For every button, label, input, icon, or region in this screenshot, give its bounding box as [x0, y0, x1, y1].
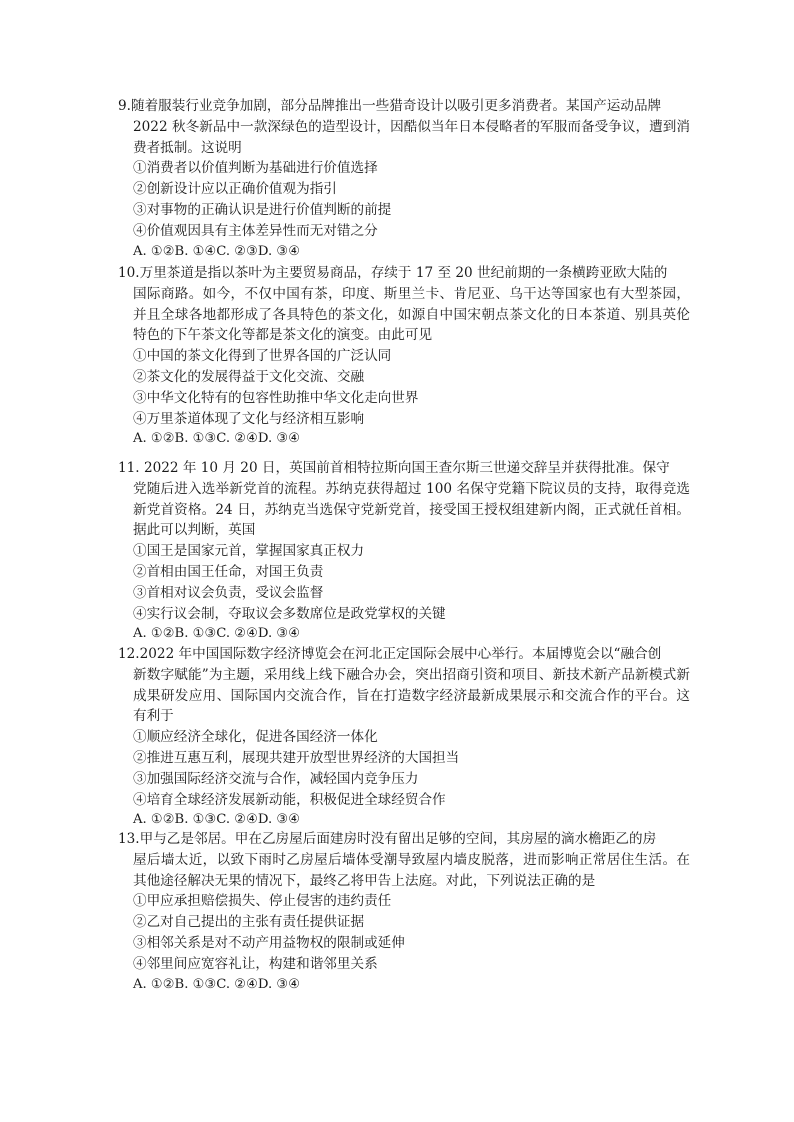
option-1: ①中国的茶文化得到了世界各国的广泛认同 — [133, 348, 392, 365]
option-3: ③加强国际经济交流与合作，减轻国内竞争压力 — [133, 770, 419, 787]
option-1: ①消费者以价值判断为基础进行价值选择 — [133, 160, 378, 177]
answer-choices: A. ①②B. ①③C. ②④D. ③④ — [133, 812, 301, 828]
option-2: ②推进互惠互利，展现共建开放型世界经济的大国担当 — [133, 749, 460, 766]
answer-choices: A. ①②B. ①③C. ②④D. ③④ — [133, 431, 301, 447]
option-2: ②茶文化的发展得益于文化交流、交融 — [133, 368, 365, 385]
question-stem — [118, 96, 690, 158]
question-number: 12. — [118, 646, 140, 662]
question-stem-first-line: 2022 年中国国际数字经济博览会在河北正定国际会展中心举行。本届博览会以“融合创 — [139, 646, 662, 662]
question-stem-body: 2022 秋冬新品中一款深绿色的造型设计，因酷似当年日本侵略者的军服而备受争议，遭到消费者抵制。这说明 — [133, 118, 690, 156]
question-number: 10. — [118, 265, 140, 281]
option-1: ①顺应经济全球化，促进各国经济一体化 — [133, 729, 378, 746]
question-stem-first-line: 万里茶道是指以茶叶为主要贸易商品，存续于 17 至 20 世纪前期的一条横跨亚欧大陆的 — [139, 265, 668, 281]
option-3: ③相邻关系是对不动产用益物权的限制或延伸 — [133, 934, 405, 951]
question-stem — [118, 263, 690, 346]
question-stem-first-line: 甲与乙是邻居。甲在乙房屋后面建房时没有留出足够的空间，其房屋的滴水檐距乙的房 — [139, 831, 657, 847]
option-1: ①甲应承担赔偿损失、停止侵害的违约责任 — [133, 893, 392, 910]
option-2: ②乙对自己提出的主张有责任提供证据 — [133, 914, 365, 931]
option-2: ②创新设计应以正确价值观为指引 — [133, 181, 337, 198]
question-13 — [118, 829, 690, 995]
option-4: ④邻里间应宽容礼让，构建和谐邻里关系 — [133, 955, 378, 972]
question-stem-body: 屋后墙太近，以致下雨时乙房屋后墙体受潮导致屋内墙皮脱落，进而影响正常居住生活。在其他途径解决无果的情况下，最终乙将甲告上法庭。对此，下列说法正确的是 — [133, 851, 690, 889]
option-4: ④实行议会制，夺取议会多数席位是政党掌权的关键 — [133, 605, 446, 622]
question-12 — [118, 644, 690, 831]
question-stem-first-line: 随着服装行业竞争加剧，部分品牌推出一些猎奇设计以吸引更多消费者。某国产运动品牌 — [130, 98, 662, 114]
answer-choices: A. ①②B. ①③C. ②④D. ③④ — [133, 626, 301, 642]
option-1: ①国王是国家元首，掌握国家真正权力 — [133, 543, 365, 560]
option-4: ④价值观因具有主体差异性而无对错之分 — [133, 222, 378, 239]
option-4: ④培育全球经济发展新动能，积极促进全球经贸合作 — [133, 791, 446, 808]
question-stem-first-line: 2022 年 10 月 20 日，英国前首相特拉斯向国王查尔斯三世递交辞呈并获得批准。保守 — [139, 460, 670, 476]
option-2: ②首相由国王任命，对国王负责 — [133, 563, 324, 580]
answer-choices: A. ①②B. ①④C. ②③D. ③④ — [133, 243, 301, 259]
question-stem-body: 新数字赋能”为主题，采用线上线下融合办会，突出招商引资和项目、新技术新产品新模式新成果研发应用、国际国内交流合作，旨在打造数字经济最新成果展示和交流合作的平台。这有利于 — [133, 666, 690, 725]
question-stem — [118, 829, 690, 891]
question-stem-body: 国际商路。如今，不仅中国有茶，印度、斯里兰卡、肯尼亚、乌干达等国家也有大型茶园，并且全球各地都形成了各具特色的茶文化，如源自中国宋朝点茶文化的日本茶道、别具英伦特色的下午茶文化等都是茶文化的演变。由此可见 — [133, 285, 690, 344]
question-number: 11. — [118, 460, 140, 476]
option-4: ④万里茶道体现了文化与经济相互影响 — [133, 410, 365, 427]
question-stem — [118, 458, 690, 541]
question-number: 13. — [118, 831, 140, 847]
question-stem — [118, 644, 690, 727]
question-10 — [118, 263, 690, 450]
question-stem-body: 党随后进入选举新党首的流程。苏纳克获得超过 100 名保守党籍下院议员的支持，取得竞选新党首资格。24 日，苏纳克当选保守党新党首，接受国王授权组建新内阁，正式就任首相。据此可以判断，英国 — [133, 480, 690, 539]
option-3: ③对事物的正确认识是进行价值判断的前提 — [133, 201, 392, 218]
answer-choices: A. ①②B. ①③C. ②④D. ③④ — [133, 976, 301, 992]
question-11 — [118, 458, 690, 645]
option-3: ③首相对议会负责，受议会监督 — [133, 584, 324, 601]
question-number: 9. — [118, 98, 131, 114]
option-3: ③中华文化特有的包容性助推中华文化走向世界 — [133, 389, 419, 406]
question-9 — [118, 96, 690, 262]
